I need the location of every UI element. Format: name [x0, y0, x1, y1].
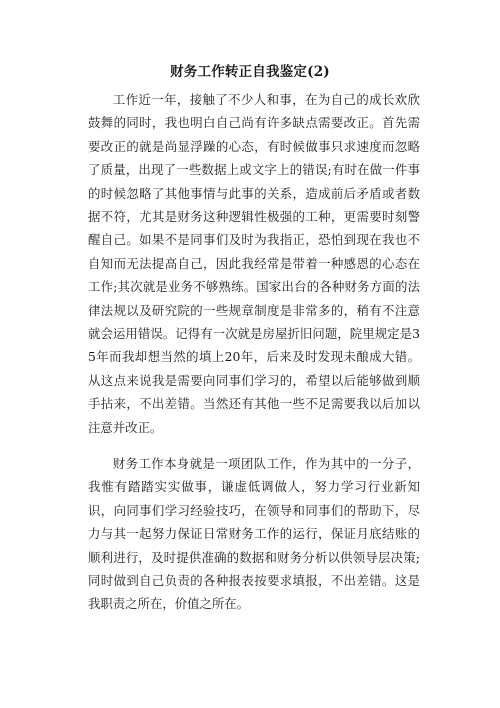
- paragraph-team-work: 财务工作本身就是一项团队工作，作为其中的一分子，我惟有踏踏实实做事，谦虚低调做人，努力学习行业新知识，向同事们学习经验技巧，在领导和同事们的帮助下，尽力与其一起努力保证日常财务工作的运行，保证月底结账的顺利进行，及时提供准确的数据和财务分析以供领导层决策;同时做到自己负责的各种报表按要求填报，不出差错。这是我职责之所在，价值之所在。: [88, 456, 420, 612]
- document-title: 财务工作转正自我鉴定(2): [170, 64, 330, 80]
- paragraph-self-assessment: 工作近一年，接触了不少人和事，在为自己的成长欢欣鼓舞的同时，我也明白自己尚有许多缺点需要改正。首先需要改正的就是尚显浮躁的心态，有时候做事只求速度而忽略了质量，出现了一些数据上或文字上的错误;有时在做一件事的时候忽略了其他事情与此事的关系，造成前后矛盾或者数据不符，尤其是财务这种逻辑性极强的工种，更需要时刻警醒自己。如果不是同事们及时为我指正，恐怕到现在我也不自知而无法提高自己，因此我经常是带着一种感恩的心态在工作;其次就是业务不够熟练。国家出台的各种财务方面的法律法规以及研究院的一些规章制度是非常多的，稍有不注意就会运用错误。记得有一次就是房屋折旧问题，院里规定是35年而我却想当然的填上20年，后来及时发现未酿成大错。从这点来说我是需要向同事们学习的，希望以后能够做到顺手拈来，不出差错。当然还有其他一些不足需要我以后加以注意并改正。: [88, 92, 420, 435]
